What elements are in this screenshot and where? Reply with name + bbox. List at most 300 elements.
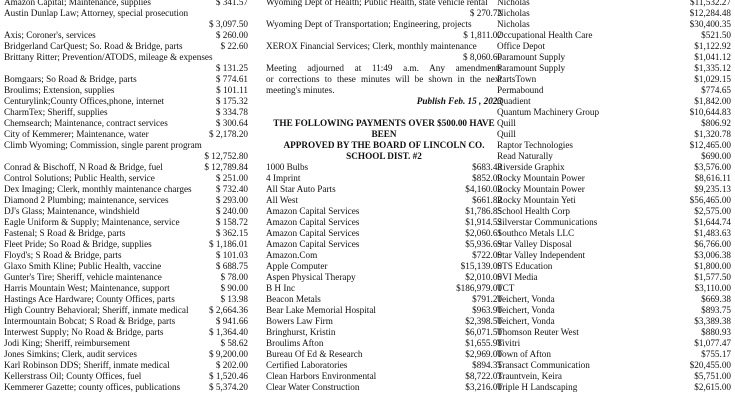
payee-description: All West	[266, 195, 299, 205]
claim-row	[4, 173, 248, 184]
payee-description: Karl Robinson DDS; Sheriff, inmate medical	[4, 360, 170, 370]
claim-row	[4, 63, 248, 74]
claim-row	[4, 195, 248, 206]
payments-heading-line-text: SCHOOL DIST. #2	[346, 151, 422, 161]
claim-row	[4, 272, 248, 283]
claim-row	[266, 52, 502, 63]
payee-description: Bridgerland CarQuest; So. Road & Bridge, parts	[4, 41, 183, 51]
payment-row	[497, 173, 731, 184]
payee-description: Broulims; Extension, supplies	[4, 85, 115, 95]
meeting-note-line	[266, 63, 502, 74]
payee-description: STS Education	[497, 261, 553, 271]
amount: $ 1,364.40	[208, 327, 248, 337]
payment-row	[497, 228, 731, 239]
payee-description: Broulims Afton	[266, 338, 324, 348]
amount: $ 9,200.00	[208, 349, 248, 359]
amount: $2,060.61	[465, 228, 502, 238]
amount: $12,284.48	[689, 8, 731, 18]
payee-description: B H Inc	[266, 283, 296, 293]
payment-row	[497, 30, 731, 41]
amount: $12,465.00	[689, 140, 731, 150]
amount: $8,616.11	[694, 173, 731, 183]
amount: $ 1,520.46	[208, 371, 248, 381]
payments-heading-line-text: APPROVED BY THE BOARD OF LINCOLN CO.	[283, 140, 485, 150]
claim-row	[4, 19, 248, 30]
payee-description: Beacon Metals	[266, 294, 321, 304]
payee-description: Read Naturally	[497, 151, 553, 161]
claim-row	[4, 349, 248, 360]
payee-description: Town of Afton	[497, 349, 551, 359]
payee-description: Paramount Supply	[497, 63, 566, 73]
payee-description: Wyoming Dept of Health; Public Health, state vehicle rental	[266, 0, 488, 7]
payee-description: Riverside Graphix	[497, 162, 565, 172]
payee-description: City of Kemmerer; Maintenance, water	[4, 129, 149, 139]
amount: $ 240.00	[215, 206, 248, 216]
payee-description: Intermountain Bobcat; S Road & Bridge, parts	[4, 316, 176, 326]
amount: $1,335.12	[694, 63, 731, 73]
payment-row	[266, 272, 502, 283]
amount: $683.43	[472, 162, 502, 172]
payee-description: Amazon Capital Services	[266, 217, 360, 227]
amount: $690.00	[701, 151, 731, 161]
amount: $8,722.03	[465, 371, 502, 381]
claim-row	[266, 0, 502, 8]
amount: $ 334.78	[215, 107, 248, 117]
claim-row	[4, 283, 248, 294]
payee-description: Apple Computer	[266, 261, 328, 271]
payee-description: Brittany Ritter; Prevention/ATODS, mileage & expenses	[4, 52, 213, 62]
payee-description: Amazon.Com	[266, 250, 318, 260]
payee-description: Occupational Health Care	[497, 30, 593, 40]
claim-row	[4, 206, 248, 217]
amount: $774.65	[701, 85, 731, 95]
amount: $893.75	[701, 305, 731, 315]
claim-row	[266, 41, 502, 52]
payee-description: Harris Mountain West; Maintenance, support	[4, 283, 170, 293]
amount: $894.35	[472, 360, 502, 370]
amount: $ 260.00	[215, 30, 248, 40]
amount: $30,400.35	[689, 19, 731, 29]
amount: $6,071.50	[465, 327, 502, 337]
amount: $ 941.66	[215, 316, 248, 326]
amount: $ 3,097.50	[208, 19, 248, 29]
amount: $ 2,664.36	[208, 305, 248, 315]
publish-date	[266, 96, 502, 107]
payment-row	[497, 63, 731, 74]
column-school-district-payments	[266, 0, 502, 393]
amount: $ 732.40	[215, 184, 248, 194]
amount: $661.82	[472, 195, 502, 205]
amount: $755.17	[701, 349, 731, 359]
payee-description: Nicholas	[497, 8, 530, 18]
payee-description: Quantum Machinery Group	[497, 107, 600, 117]
amount: $ 202.00	[215, 360, 248, 370]
payments-heading-line	[266, 151, 502, 162]
amount: $1,577.50	[694, 272, 731, 282]
payment-row	[266, 327, 502, 338]
payee-description: XEROX Financial Services; Clerk, monthly maintenance	[266, 41, 477, 51]
payment-row	[266, 382, 502, 393]
payee-description: Interwest Supply; No Road & Bridge, parts	[4, 327, 164, 337]
payee-description: Fleet Pride; So Road & Bridge, supplies	[4, 239, 152, 249]
payee-description: Rocky Mountain Power	[497, 173, 585, 183]
column-county-claims	[4, 0, 248, 393]
amount: $10,644.83	[689, 107, 731, 117]
payment-row	[497, 52, 731, 63]
payee-description: Silverstar Communications	[497, 217, 598, 227]
amount: $ 158.72	[215, 217, 248, 227]
column-payments-continued	[497, 0, 731, 393]
claim-row	[4, 162, 248, 173]
payment-row	[497, 118, 731, 129]
payment-row	[497, 382, 731, 393]
amount: $ 8,060.60	[462, 52, 502, 62]
amount: $880.93	[701, 327, 731, 337]
amount: $ 270.72	[469, 8, 502, 18]
payment-row	[497, 327, 731, 338]
payee-description: TCT	[497, 283, 515, 293]
amount: $ 300.64	[215, 118, 248, 128]
payee-description: Rocky Mountain Power	[497, 184, 585, 194]
payment-row	[266, 195, 502, 206]
payee-description: Dex Imaging; Clerk, monthly maintenance charges	[4, 184, 192, 194]
amount: $ 1,811.02	[463, 30, 502, 40]
claim-row	[4, 250, 248, 261]
payment-row	[497, 140, 731, 151]
amount: $669.38	[701, 294, 731, 304]
payee-description: Thomson Reuter West	[497, 327, 579, 337]
payment-row	[266, 206, 502, 217]
amount: $ 131.25	[215, 63, 248, 73]
claim-row	[4, 96, 248, 107]
claim-row	[4, 74, 248, 85]
amount: $2,010.00	[465, 272, 502, 282]
claim-row	[4, 327, 248, 338]
payee-description: DJ's Glass; Maintenance, windshield	[4, 206, 140, 216]
payment-row	[266, 338, 502, 349]
payee-description: Jones Simkins; Clerk, audit services	[4, 349, 137, 359]
payee-description: Star Valley Independent	[497, 250, 586, 260]
claim-row	[4, 8, 248, 19]
amount: $ 58.62	[220, 338, 248, 348]
amount: $806.92	[701, 118, 731, 128]
payee-description: Austin Dunlap Law; Attorney, special prosecution	[4, 8, 189, 18]
payee-description: Southco Metals LLC	[497, 228, 575, 238]
payment-row	[497, 206, 731, 217]
amount: $ 293.00	[215, 195, 248, 205]
amount: $3,110.00	[694, 283, 731, 293]
amount: $186,979.00	[456, 283, 502, 293]
payment-row	[497, 239, 731, 250]
claim-row	[4, 85, 248, 96]
amount: $ 251.00	[215, 173, 248, 183]
payee-description: Quill	[497, 129, 516, 139]
payment-row	[497, 250, 731, 261]
amount: $ 175.32	[215, 96, 248, 106]
amount: $1,842.00	[694, 96, 731, 106]
amount: $ 101.11	[216, 85, 248, 95]
payment-row	[497, 41, 731, 52]
amount: $ 1,186.01	[208, 239, 248, 249]
payment-row	[497, 294, 731, 305]
payee-description: Amazon Capital Services	[266, 239, 360, 249]
payment-row	[266, 184, 502, 195]
payee-description: All Star Auto Parts	[266, 184, 336, 194]
payment-row	[497, 184, 731, 195]
claim-row	[4, 316, 248, 327]
payments-heading-line-text: BEEN	[371, 129, 397, 139]
payee-description: Clear Water Construction	[266, 382, 360, 392]
claim-row	[4, 360, 248, 371]
payment-row	[497, 371, 731, 382]
claim-row	[4, 382, 248, 393]
payments-heading-line-text: THE FOLLOWING PAYMENTS OVER $500.00 HAVE	[273, 118, 495, 128]
amount: $4,160.02	[465, 184, 502, 194]
payment-row	[497, 360, 731, 371]
payee-description: Centurylink;County Offices,phone, internet	[4, 96, 165, 106]
amount: $3,576.00	[694, 162, 731, 172]
payment-row	[497, 96, 731, 107]
payment-row	[266, 217, 502, 228]
payee-description: Aspen Physical Therapy	[266, 272, 356, 282]
payment-row	[497, 338, 731, 349]
amount: $ 362.15	[215, 228, 248, 238]
payment-row	[497, 129, 731, 140]
amount: $963.90	[472, 305, 502, 315]
amount: $1,644.74	[694, 217, 731, 227]
claim-row	[4, 294, 248, 305]
payment-row	[497, 0, 731, 8]
claim-row	[266, 19, 502, 30]
payee-description: Bear Lake Memorial Hospital	[266, 305, 376, 315]
payment-row	[497, 8, 731, 19]
payee-description: Bomgaars; So Road & Bridge, parts	[4, 74, 137, 84]
payee-description: Rocky Mountain Yeti	[497, 195, 576, 205]
amount: $ 774.61	[215, 74, 248, 84]
payee-description: Eagle Uniform & Supply; Maintenance, service	[4, 217, 180, 227]
payee-description: Hastings Ace Hardware; County Offices, parts	[4, 294, 175, 304]
claim-row	[266, 30, 502, 41]
payment-row	[497, 151, 731, 162]
spacer	[266, 107, 502, 118]
amount: $ 2,178.20	[208, 129, 248, 139]
claim-row	[4, 107, 248, 118]
payee-description: PartsTown	[497, 74, 537, 84]
meeting-note-line-text: or corrections to these minutes will be shown in the next	[266, 74, 502, 84]
payee-description: Amazon Capital; Maintenance, supplies	[4, 0, 151, 7]
payee-description: Bureau Of Ed & Research	[266, 349, 363, 359]
amount: $9,235.13	[694, 184, 731, 194]
amount: $5,936.69	[465, 239, 502, 249]
payee-description: Bowers Law Firm	[266, 316, 333, 326]
payee-description: Conrad & Bischoff, N Road & Bridge, fuel	[4, 162, 163, 172]
payee-description: Jodi King; Sheriff, reimbursement	[4, 338, 130, 348]
amount: $1,041.12	[694, 52, 731, 62]
payment-row	[497, 261, 731, 272]
amount: $ 78.00	[220, 272, 248, 282]
meeting-note-line-text: meeting's minutes.	[266, 85, 335, 95]
claim-row	[4, 217, 248, 228]
claim-row	[4, 228, 248, 239]
payee-description: Clean Harbors Environmental	[266, 371, 377, 381]
payee-description: Teichert, Vonda	[497, 316, 555, 326]
claim-row	[4, 305, 248, 316]
amount: $791.20	[472, 294, 502, 304]
payment-row	[266, 316, 502, 327]
amount: $3,216.00	[465, 382, 502, 392]
publish-date-text: Publish Feb. 15 , 2023	[416, 96, 502, 106]
payee-description: Quadient	[497, 96, 531, 106]
payee-description: 4 Imprint	[266, 173, 301, 183]
payee-description: Glaxo Smith Kline; Public Health, vaccine	[4, 261, 162, 271]
payment-row	[497, 283, 731, 294]
payment-row	[497, 162, 731, 173]
payments-heading-line	[266, 140, 502, 151]
amount: $3,389.38	[694, 316, 731, 326]
amount: $2,615.00	[694, 382, 731, 392]
amount: $1,077.47	[694, 338, 731, 348]
amount: $521.50	[701, 30, 731, 40]
amount: $1,655.98	[465, 338, 502, 348]
payee-description: Nicholas	[497, 0, 530, 7]
payment-row	[266, 250, 502, 261]
payee-description: Chemsearch; Maintenance, contract services	[4, 118, 168, 128]
payee-description: Teichert, Vonda	[497, 294, 555, 304]
payment-row	[497, 74, 731, 85]
amount: $ 13.98	[220, 294, 248, 304]
payee-description: Amazon Capital Services	[266, 206, 360, 216]
claim-row	[4, 140, 248, 151]
payee-description: Amazon Capital Services	[266, 228, 360, 238]
meeting-note-line-text: Meeting adjourned at 11:49 a.m. Any amendments	[266, 63, 502, 73]
amount: $6,766.00	[694, 239, 731, 249]
amount: $ 22.60	[220, 41, 248, 51]
claim-row	[4, 371, 248, 382]
amount: $ 12,752.80	[204, 151, 248, 161]
payments-heading-line	[266, 118, 502, 129]
amount: $1,914.52	[465, 217, 502, 227]
amount: $ 5,374.20	[208, 382, 248, 392]
amount: $ 688.75	[215, 261, 248, 271]
amount: $11,532.27	[689, 0, 731, 7]
payee-description: Teichert, Vonda	[497, 305, 555, 315]
meeting-note-line	[266, 85, 502, 96]
payee-description: High Country Behavioral; Sheriff, inmate medical	[4, 305, 189, 315]
payment-row	[497, 85, 731, 96]
payee-description: Transact Communication	[497, 360, 590, 370]
amount: $1,800.00	[694, 261, 731, 271]
payee-description: Office Depot	[497, 41, 546, 51]
payment-row	[266, 305, 502, 316]
claim-row	[4, 0, 248, 8]
payment-row	[266, 294, 502, 305]
amount: $2,969.00	[465, 349, 502, 359]
payments-heading-line	[266, 129, 502, 140]
payee-description: Star Valley Disposal	[497, 239, 572, 249]
payee-description: Trauntvein, Keira	[497, 371, 562, 381]
claim-row	[4, 41, 248, 52]
amount: $2,575.00	[694, 206, 731, 216]
payee-description: Quill	[497, 118, 516, 128]
payee-description: Bringhurst, Kristin	[266, 327, 336, 337]
payee-description: Wyoming Dept of Transportation; Engineering, projects	[266, 19, 472, 29]
payee-description: Axis; Coroner's, services	[4, 30, 96, 40]
amount: $15,139.00	[460, 261, 502, 271]
payee-description: Fastenal; S Road & Bridge, parts	[4, 228, 126, 238]
payment-row	[497, 272, 731, 283]
claim-row	[4, 118, 248, 129]
amount: $852.09	[472, 173, 502, 183]
amount: $ 341.57	[215, 0, 248, 7]
payee-description: School Health Corp	[497, 206, 570, 216]
payment-row	[497, 19, 731, 30]
payee-description: Kellerstrass Oil; County Offices, fuel	[4, 371, 142, 381]
amount: $1,483.63	[694, 228, 731, 238]
payment-row	[266, 228, 502, 239]
amount: $56,465.00	[689, 195, 731, 205]
payee-description: Kemmerer Gazette; county offices, publications	[4, 382, 181, 392]
claim-row	[4, 52, 248, 63]
payee-description: Gunter's Tire; Sheriff, vehicle maintenance	[4, 272, 162, 282]
payment-row	[266, 360, 502, 371]
claim-row	[4, 151, 248, 162]
payment-row	[497, 316, 731, 327]
claim-row	[4, 129, 248, 140]
claim-row	[4, 261, 248, 272]
payment-row	[497, 107, 731, 118]
payment-row	[497, 349, 731, 360]
payee-description: Raptor Technologies	[497, 140, 573, 150]
amount: $2,398.50	[465, 316, 502, 326]
payee-description: Certified Laboratories	[266, 360, 348, 370]
amount: $1,320.78	[694, 129, 731, 139]
payee-description: Triple H Landscaping	[497, 382, 578, 392]
amount: $ 90.00	[220, 283, 248, 293]
amount: $1,029.15	[694, 74, 731, 84]
payment-row	[266, 261, 502, 272]
payment-row	[266, 349, 502, 360]
payment-row	[497, 217, 731, 228]
amount: $20,455.00	[689, 360, 731, 370]
payment-row	[497, 305, 731, 316]
payment-row	[266, 173, 502, 184]
payee-description: Diamond 2 Plumbing; maintenance, services	[4, 195, 169, 205]
amount: $ 12,789.84	[204, 162, 248, 172]
payee-description: Floyd's; S Road & Bridge, parts	[4, 250, 122, 260]
payment-row	[266, 283, 502, 294]
amount: $ 101.03	[215, 250, 248, 260]
claim-row	[4, 338, 248, 349]
payee-description: SVI Media	[497, 272, 538, 282]
amount: $3,006.38	[694, 250, 731, 260]
payee-description: Paramount Supply	[497, 52, 566, 62]
amount: $1,122.92	[694, 41, 731, 51]
payee-description: Climb Wyoming; Commission, single parent program	[4, 140, 202, 150]
claim-row	[266, 8, 502, 19]
payment-row	[266, 371, 502, 382]
payee-description: Control Solutions; Public Health, service	[4, 173, 155, 183]
payee-description: Tivitri	[497, 338, 521, 348]
payee-description: Nicholas	[497, 19, 530, 29]
meeting-note-line	[266, 74, 502, 85]
amount: $5,751.00	[694, 371, 731, 381]
payee-description: Permabound	[497, 85, 544, 95]
payee-description: 1000 Bulbs	[266, 162, 309, 172]
amount: $722.00	[472, 250, 502, 260]
claim-row	[4, 184, 248, 195]
claim-row	[4, 239, 248, 250]
amount: $1,786.85	[465, 206, 502, 216]
